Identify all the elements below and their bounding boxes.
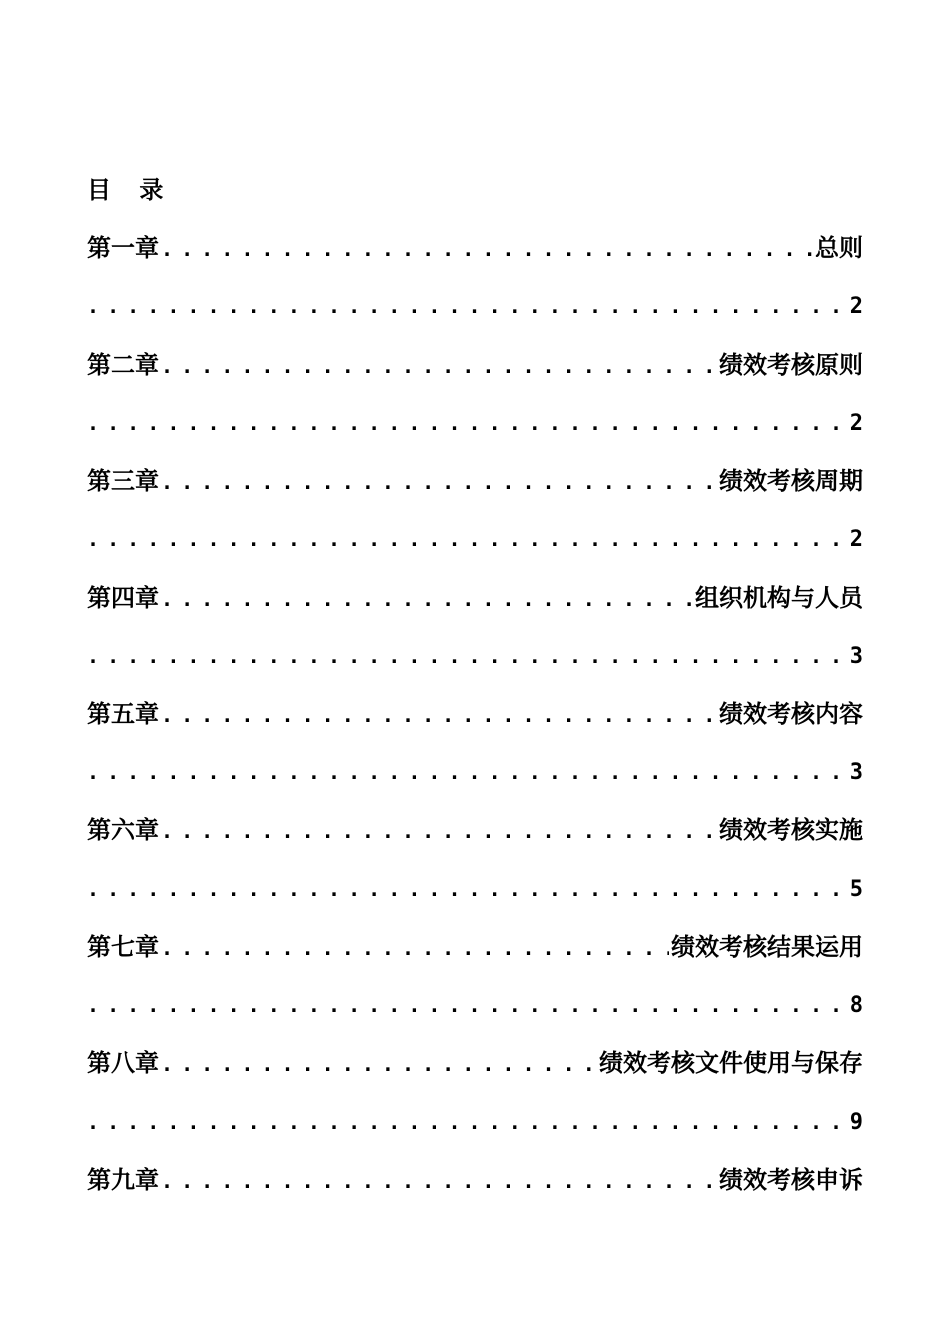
toc-entry-6[interactable] [87, 812, 863, 848]
page-number: 5 [849, 877, 863, 902]
dot-leader [87, 288, 848, 324]
page-number: 3 [849, 644, 863, 669]
toc-entry-2[interactable] [87, 347, 863, 383]
toc-entry-9[interactable] [87, 1162, 863, 1198]
chapter-title: 总则 [815, 234, 863, 262]
toc-page-line-3[interactable] [87, 521, 863, 557]
page-number: 2 [849, 527, 863, 552]
chapter-label: 第六章 [87, 816, 159, 844]
dot-leader [161, 930, 669, 966]
dot-leader [87, 638, 848, 674]
dot-leader [87, 871, 848, 907]
toc-page-line-5[interactable] [87, 754, 863, 790]
toc-entry-5[interactable] [87, 696, 863, 732]
toc-entry-3[interactable] [87, 463, 863, 499]
toc-entry-4[interactable] [87, 580, 863, 616]
dot-leader [161, 1046, 597, 1082]
chapter-title: 绩效考核实施 [719, 816, 863, 844]
chapter-title: 绩效考核结果运用 [671, 933, 863, 961]
dot-leader [87, 521, 848, 557]
dot-leader [161, 813, 717, 849]
dot-leader [161, 1163, 717, 1199]
dot-leader [87, 1104, 848, 1140]
toc-page-line-6[interactable] [87, 871, 863, 907]
chapter-title: 绩效考核内容 [719, 700, 863, 728]
dot-leader [161, 697, 717, 733]
toc-page-line-1[interactable] [87, 288, 863, 324]
chapter-label: 第三章 [87, 467, 159, 495]
toc-entry-1[interactable] [87, 230, 863, 266]
dot-leader [161, 464, 717, 500]
toc-page-line-2[interactable] [87, 405, 863, 441]
page-number: 8 [849, 993, 863, 1018]
toc-page-line-7[interactable] [87, 987, 863, 1023]
toc-page-line-8[interactable] [87, 1104, 863, 1140]
chapter-label: 第五章 [87, 700, 159, 728]
chapter-label: 第九章 [87, 1166, 159, 1194]
page-number: 2 [849, 411, 863, 436]
chapter-label: 第一章 [87, 234, 159, 262]
toc-page-line-4[interactable] [87, 638, 863, 674]
dot-leader [87, 987, 848, 1023]
dot-leader [87, 754, 848, 790]
dot-leader [161, 348, 717, 384]
chapter-label: 第七章 [87, 933, 159, 961]
chapter-title: 绩效考核周期 [719, 467, 863, 495]
chapter-label: 第八章 [87, 1049, 159, 1077]
chapter-title: 组织机构与人员 [695, 584, 863, 612]
chapter-label: 第二章 [87, 351, 159, 379]
dot-leader [161, 231, 813, 267]
dot-leader [161, 581, 693, 617]
dot-leader [87, 405, 848, 441]
toc-entry-7[interactable] [87, 929, 863, 965]
page-number: 3 [849, 760, 863, 785]
chapter-label: 第四章 [87, 584, 159, 612]
chapter-title: 绩效考核文件使用与保存 [599, 1049, 863, 1077]
page-number: 9 [849, 1110, 863, 1135]
toc-title: 目 录 [87, 176, 174, 204]
chapter-title: 绩效考核申诉 [719, 1166, 863, 1194]
chapter-title: 绩效考核原则 [719, 351, 863, 379]
page-number: 2 [849, 294, 863, 319]
toc-entry-8[interactable] [87, 1045, 863, 1081]
